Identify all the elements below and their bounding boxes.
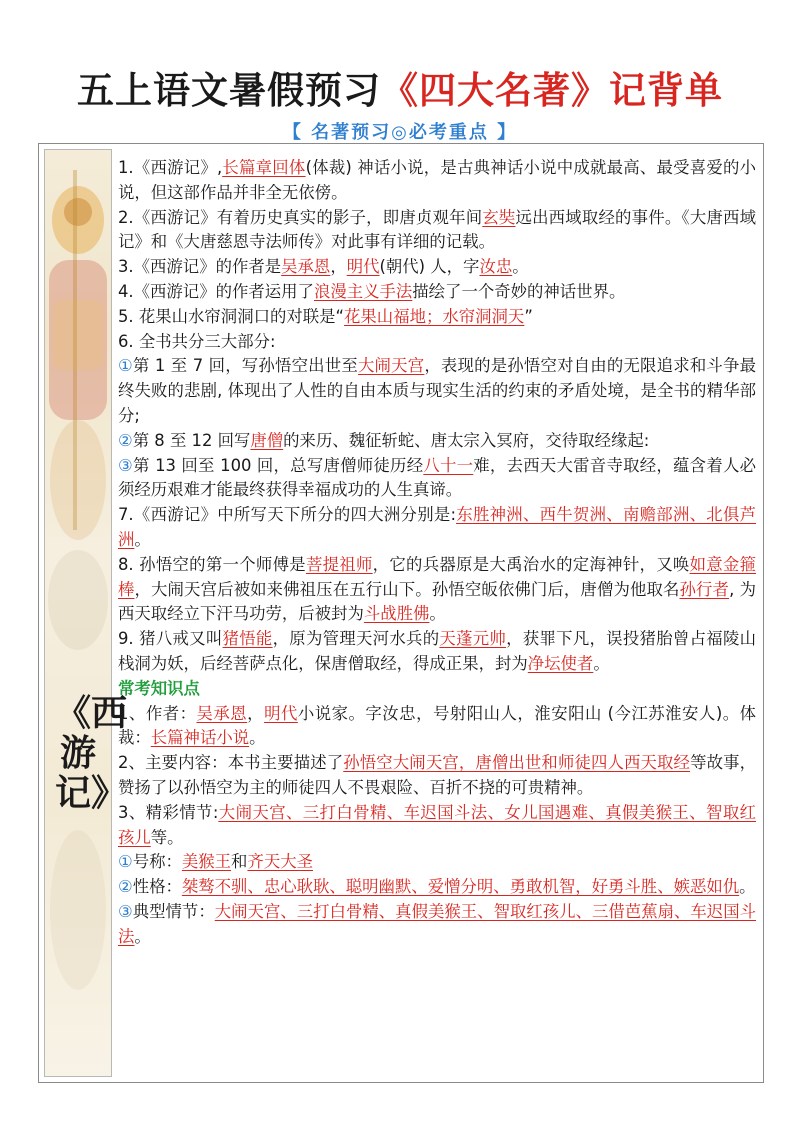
knowledge-3: 3、精彩情节:大闹天宫、三打白骨精、车迟国斗法、女儿国遇难、真假美猴王、智取红孩儿等。 xyxy=(118,802,757,847)
subtitle: 【 名著预习◎必考重点 】 xyxy=(282,122,518,143)
item-8: 8. 孙悟空的第一个师傅是菩提祖师，它的兵器原是大禹治水的定海神针，又唤如意金箍棒，大闹天宫后被如来佛祖压在五行山下。孙悟空皈依佛门后，唐僧为他取名孙行者, 为西天取经立下汗马功劳，后被封为斗战胜佛。 xyxy=(118,554,757,624)
notes-content xyxy=(118,156,756,950)
circle-3-icon: ③ xyxy=(118,455,133,475)
circle-2-icon: ② xyxy=(118,430,133,450)
circle-1-icon: ① xyxy=(118,356,133,376)
item-4: 4.《西游记》的作者运用了浪漫主义手法描绘了一个奇妙的神话世界。 xyxy=(118,281,626,301)
part-3: ③第 13 回至 100 回，总写唐僧师徒历经八十一难，去西天大雷音寺取经，蕴含着人必须经历艰难才能最终获得幸福成功的人生真谛。 xyxy=(118,455,756,500)
circle-2-icon: ② xyxy=(118,877,133,897)
title-main: 五上语文暑假预习 xyxy=(77,68,381,112)
item-1: 1.《西游记》,长篇章回体(体裁) 神话小说，是古典神话小说中成就最高、最受喜爱的小说，但这部作品并非全无依傍。 xyxy=(118,158,757,202)
knowledge-sub-1: ①号称：美猴王和齐天大圣 xyxy=(118,852,313,872)
item-7: 7.《西游记》中所写天下所分的四大洲分别是:东胜神洲、西牛贺洲、南赡部洲、北俱芦洲。 xyxy=(118,505,756,549)
knowledge-sub-2: ②性格：桀骜不驯、忠心耿耿、聪明幽默、爱憎分明、勇敢机智，好勇斗胜、嫉恶如仇。 xyxy=(118,877,756,897)
title-end: 记背单 xyxy=(609,68,723,112)
knowledge-2: 2、主要内容：本书主要描述了孙悟空大闹天宫，唐僧出世和师徒四人西天取经等故事，赞扬了以孙悟空为主的师徒四人不畏艰险、百折不挠的可贵精神。 xyxy=(118,753,756,797)
sidebar-book-title: 《西游记》 xyxy=(55,692,128,814)
part-1: ①第 1 至 7 回，写孙悟空出世至大闹天宫，表现的是孙悟空对自由的无限追求和斗争最终失败的悲剧, 体现出了人性的自由本质与现实生活的约束的矛盾处境，是全书的精华部分; xyxy=(118,356,756,425)
title-highlight: 《四大名著》 xyxy=(381,68,609,112)
circle-1-icon: ① xyxy=(118,852,133,872)
monkey-king-illustration xyxy=(45,150,128,1076)
item-2: 2.《西游记》有着历史真实的影子，即唐贞观年间玄奘远出西域取经的事件。《大唐西域记》和《大唐慈恩寺法师传》对此事有详细的记载。 xyxy=(118,207,756,252)
knowledge-1: 1、作者：吴承恩，明代小说家。字汝忠，号射阳山人，淮安阳山 (今江苏淮安人)。体裁：长篇神话小说。 xyxy=(118,703,756,748)
item-9: 9. 猪八戒又叫猪悟能，原为管理天河水兵的天蓬元帅，获罪下凡，误投猪胎曾占福陵山栈洞为妖，后经菩萨点化，保唐僧取经，得成正果，封为净坛使者。 xyxy=(118,629,757,673)
knowledge-heading: 常考知识点 xyxy=(118,678,200,698)
circle-3-icon: ③ xyxy=(118,901,133,921)
item-5: 5. 花果山水帘洞洞口的对联是“花果山福地；水帘洞洞天” xyxy=(118,306,533,326)
part-2: ②第 8 至 12 回写唐僧的来历、魏征斩蛇、唐太宗入冥府，交待取经缘起: xyxy=(118,430,650,450)
item-3: 3.《西游记》的作者是吴承恩，明代(朝代) 人，字汝忠。 xyxy=(118,257,529,277)
knowledge-sub-3: ③典型情节：大闹天宫、三打白骨精、真假美猴王、智取红孩儿、三借芭蕉扇、车迟国斗法。 xyxy=(118,901,757,946)
page-title xyxy=(0,60,800,114)
item-6: 6. 全书共分三大部分: xyxy=(118,331,276,351)
sidebar xyxy=(44,149,128,1077)
